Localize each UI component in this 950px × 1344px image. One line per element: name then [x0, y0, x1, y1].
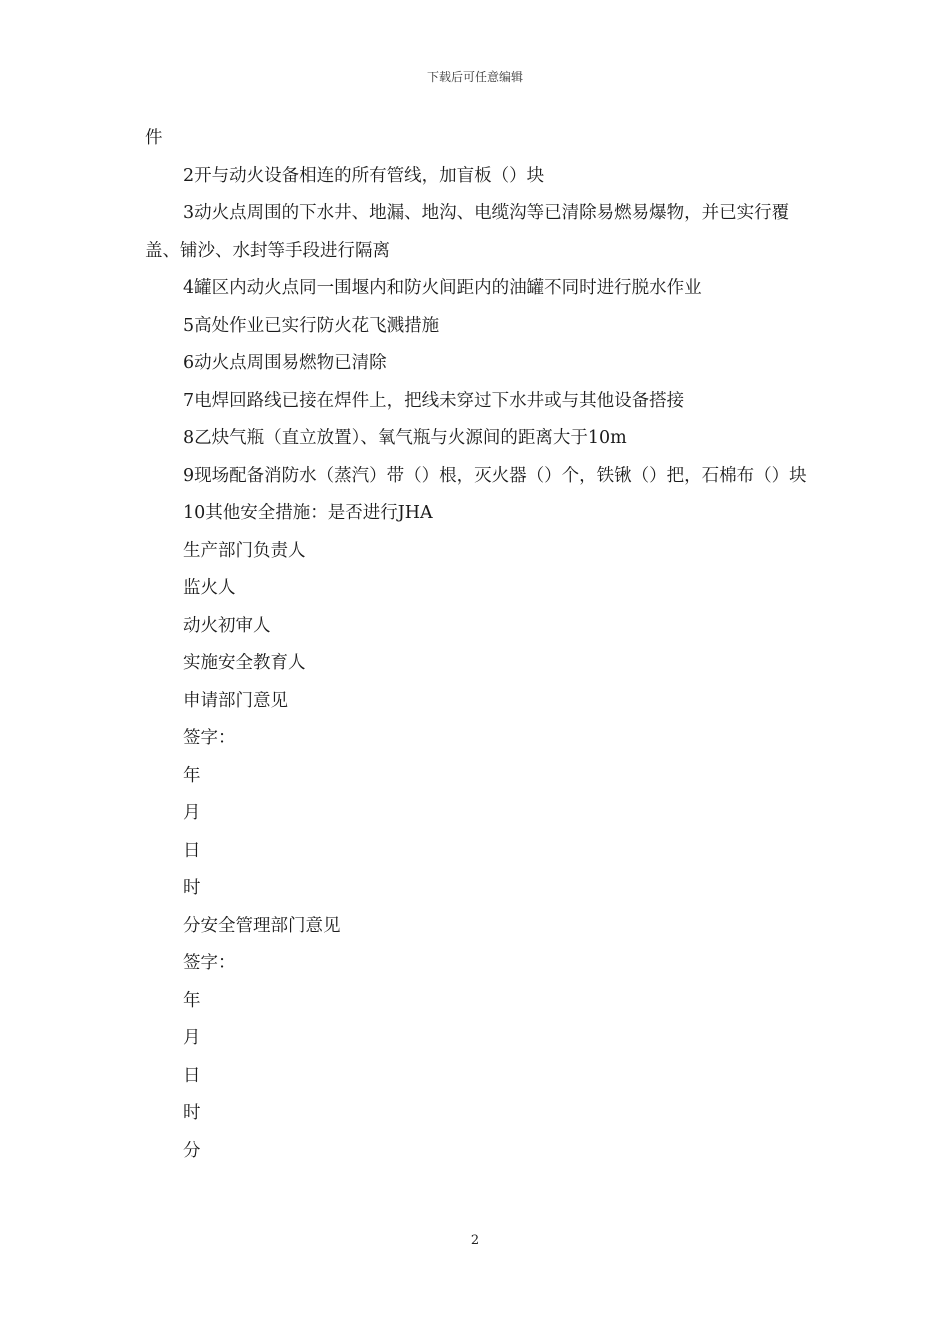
text-line: 日 [183, 840, 201, 861]
text-line: 申请部门意见 [183, 690, 288, 711]
text-line: 10其他安全措施：是否进行JHA [183, 503, 433, 523]
text-line: 监火人 [183, 578, 236, 598]
text-line: 签字： [183, 728, 236, 748]
text-line: 8乙炔气瓶（直立放置）、氧气瓶与火源间的距离大于10m [183, 428, 627, 448]
text-line: 5高处作业已实行防火花飞溅措施 [183, 315, 440, 336]
text-line: 2开与动火设备相连的所有管线，加盲板（）块 [183, 165, 545, 186]
text-line: 月 [183, 803, 201, 823]
text-line: 件 [145, 128, 163, 148]
text-line: 时 [183, 878, 201, 898]
text-line: 6动火点周围易燃物已清除 [183, 353, 387, 373]
text-line: 时 [183, 1103, 201, 1123]
text-line: 月 [183, 1028, 201, 1048]
text-line: 年 [183, 765, 201, 786]
text-line: 3动火点周围的下水井、地漏、地沟、电缆沟等已清除易燃易爆物，并已实行覆盖、铺沙、水封等手段进行隔离 [145, 203, 790, 261]
page-number: 2 [470, 1233, 480, 1248]
text-line: 实施安全教育人 [183, 653, 306, 673]
text-line: 9现场配备消防水（蒸汽）带（）根，灭火器（）个，铁锹（）把，石棉布（）块 [183, 465, 807, 486]
text-line: 分 [183, 1140, 201, 1161]
text-line: 生产部门负责人 [183, 540, 306, 561]
text-line: 日 [183, 1065, 201, 1086]
text-line: 年 [183, 990, 201, 1011]
page-header: 下载后可任意编辑 [426, 70, 523, 84]
text-line: 动火初审人 [183, 615, 271, 636]
document-body [145, 120, 810, 1170]
text-line: 4罐区内动火点同一围堰内和防火间距内的油罐不同时进行脱水作业 [183, 278, 702, 298]
text-line: 7电焊回路线已接在焊件上，把线未穿过下水井或与其他设备搭接 [183, 390, 685, 411]
text-line: 分安全管理部门意见 [183, 915, 341, 936]
text-line: 签字： [183, 953, 236, 973]
